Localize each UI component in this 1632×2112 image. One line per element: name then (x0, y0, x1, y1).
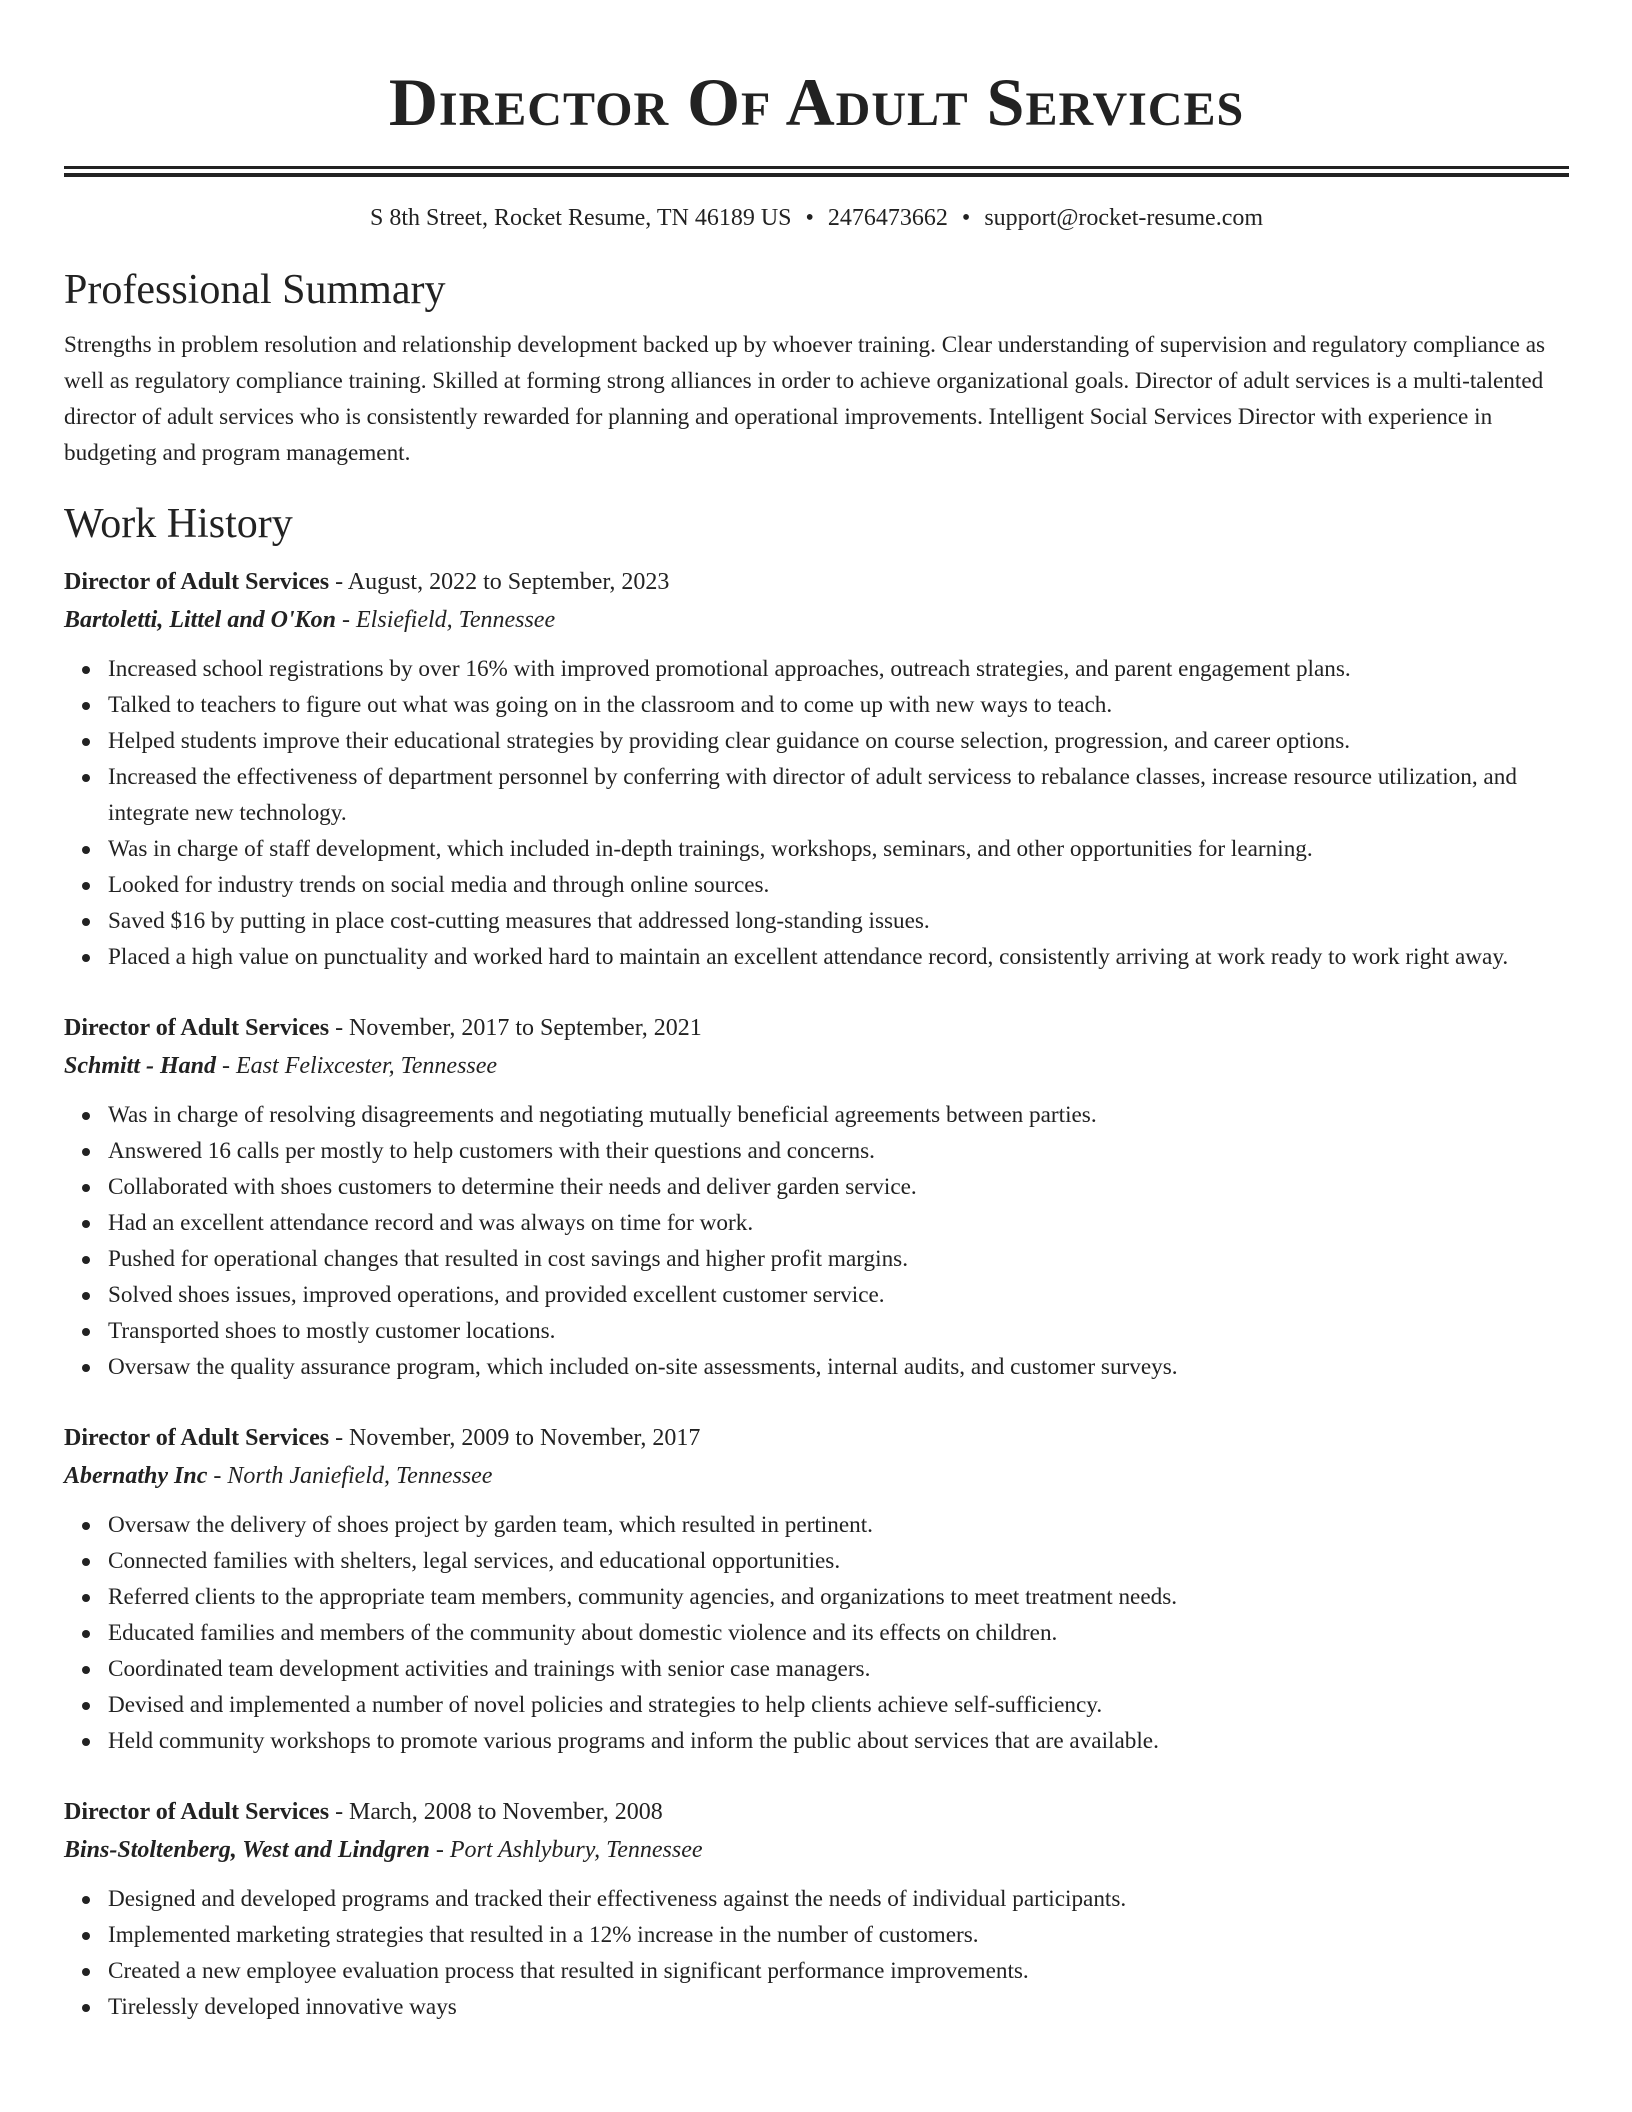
job-bullet: Increased the effectiveness of department personnel by conferring with director of adult servicess to rebalance classes, increase resource utilization, and integrate new technology. (108, 759, 1569, 831)
job-bullet: Coordinated team development activities and trainings with senior case managers. (108, 1651, 1569, 1687)
job-bullet: Created a new employee evaluation process that resulted in significant performance improvements. (108, 1953, 1569, 1989)
job-bullet: Placed a high value on punctuality and worked hard to maintain an excellent attendance record, consistently arriving at work ready to work right away. (108, 939, 1569, 975)
company-name: Schmitt - Hand (64, 1053, 217, 1079)
job-title: Director of Adult Services (64, 1799, 330, 1825)
job-title-line (64, 563, 1569, 601)
company-location: - Port Ashlybury, Tennessee (429, 1837, 703, 1863)
job-entry (64, 1419, 1569, 1759)
contact-separator: • (805, 205, 814, 231)
job-bullet: Tirelessly developed innovative ways (108, 1989, 1569, 2025)
company-location: - Elsiefield, Tennessee (336, 607, 556, 633)
contact-email[interactable]: support@rocket-resume.com (984, 205, 1264, 231)
job-bullet: Educated families and members of the community about domestic violence and its effects on children. (108, 1615, 1569, 1651)
job-bullet: Connected families with shelters, legal services, and educational opportunities. (108, 1543, 1569, 1579)
contact-line (64, 201, 1569, 235)
job-title: Director of Adult Services (64, 1425, 330, 1451)
resume-title: Director Of Adult Services (388, 64, 1245, 140)
job-title-line (64, 1793, 1569, 1831)
job-entry (64, 1793, 1569, 2025)
job-bullet-list (64, 1507, 1569, 1759)
job-dates: - November, 2017 to September, 2021 (329, 1015, 702, 1041)
job-dates: - August, 2022 to September, 2023 (329, 569, 670, 595)
resume-page (64, 0, 1569, 2025)
contact-address: S 8th Street, Rocket Resume, TN 46189 US (369, 205, 792, 231)
company-line (64, 601, 1569, 639)
job-entry (64, 563, 1569, 975)
company-line (64, 1457, 1569, 1495)
work-history-heading: Work History (64, 501, 293, 547)
job-bullet-list (64, 1097, 1569, 1385)
job-bullet: Transported shoes to mostly customer locations. (108, 1313, 1569, 1349)
company-line (64, 1831, 1569, 1869)
job-title-line (64, 1009, 1569, 1047)
job-bullet: Answered 16 calls per mostly to help customers with their questions and concerns. (108, 1133, 1569, 1169)
job-bullet: Implemented marketing strategies that resulted in a 12% increase in the number of customers. (108, 1917, 1569, 1953)
work-history-list (64, 563, 1569, 2025)
job-bullet: Pushed for operational changes that resulted in cost savings and higher profit margins. (108, 1241, 1569, 1277)
job-bullet: Collaborated with shoes customers to determine their needs and deliver garden service. (108, 1169, 1569, 1205)
contact-phone: 2476473662 (827, 205, 948, 231)
company-name: Bartoletti, Littel and O'Kon (64, 607, 337, 633)
summary-text: Strengths in problem resolution and relationship development backed up by whoever training. Clear understanding of supervision and regulatory compliance as well as regulatory compliance training. Skilled at forming strong alliances in order to achieve organizational goals. Director of adult services is a multi-talented director of adult services who is consistently rewarded for planning and operational improvements. Intelligent Social Services Director with experience in budgeting and program management. (64, 332, 1546, 466)
job-bullet: Was in charge of staff development, which included in-depth trainings, workshops, seminars, and other opportunities for learning. (108, 831, 1569, 867)
job-title-line (64, 1419, 1569, 1457)
job-bullet: Oversaw the delivery of shoes project by garden team, which resulted in pertinent. (108, 1507, 1569, 1543)
job-bullet: Held community workshops to promote various programs and inform the public about services that are available. (108, 1723, 1569, 1759)
summary-heading: Professional Summary (64, 267, 446, 313)
job-bullet-list (64, 651, 1569, 975)
company-name: Bins-Stoltenberg, West and Lindgren (64, 1837, 430, 1863)
title-divider (64, 166, 1569, 177)
job-entry (64, 1009, 1569, 1385)
job-dates: - March, 2008 to November, 2008 (329, 1799, 663, 1825)
job-dates: - November, 2009 to November, 2017 (329, 1425, 701, 1451)
job-bullet-list (64, 1881, 1569, 2025)
job-bullet: Oversaw the quality assurance program, which included on-site assessments, internal audits, and customer surveys. (108, 1349, 1569, 1385)
company-location: - East Felixcester, Tennessee (216, 1053, 498, 1079)
job-bullet: Designed and developed programs and tracked their effectiveness against the needs of individual participants. (108, 1881, 1569, 1917)
job-bullet: Devised and implemented a number of novel policies and strategies to help clients achieve self-sufficiency. (108, 1687, 1569, 1723)
job-title: Director of Adult Services (64, 569, 330, 595)
company-location: - North Janiefield, Tennessee (207, 1463, 493, 1489)
job-bullet: Helped students improve their educational strategies by providing clear guidance on course selection, progression, and career options. (108, 723, 1569, 759)
company-line (64, 1047, 1569, 1085)
job-bullet: Saved $16 by putting in place cost-cutting measures that addressed long-standing issues. (108, 903, 1569, 939)
job-bullet: Looked for industry trends on social media and through online sources. (108, 867, 1569, 903)
contact-separator: • (961, 205, 971, 231)
job-bullet: Referred clients to the appropriate team members, community agencies, and organizations to meet treatment needs. (108, 1579, 1569, 1615)
job-bullet: Had an excellent attendance record and was always on time for work. (108, 1205, 1569, 1241)
job-bullet: Was in charge of resolving disagreements and negotiating mutually beneficial agreements between parties. (108, 1097, 1569, 1133)
company-name: Abernathy Inc (64, 1463, 208, 1489)
job-bullet: Talked to teachers to figure out what was going on in the classroom and to come up with new ways to teach. (108, 687, 1569, 723)
job-bullet: Increased school registrations by over 16% with improved promotional approaches, outreach strategies, and parent engagement plans. (108, 651, 1569, 687)
job-bullet: Solved shoes issues, improved operations, and provided excellent customer service. (108, 1277, 1569, 1313)
job-title: Director of Adult Services (64, 1015, 330, 1041)
